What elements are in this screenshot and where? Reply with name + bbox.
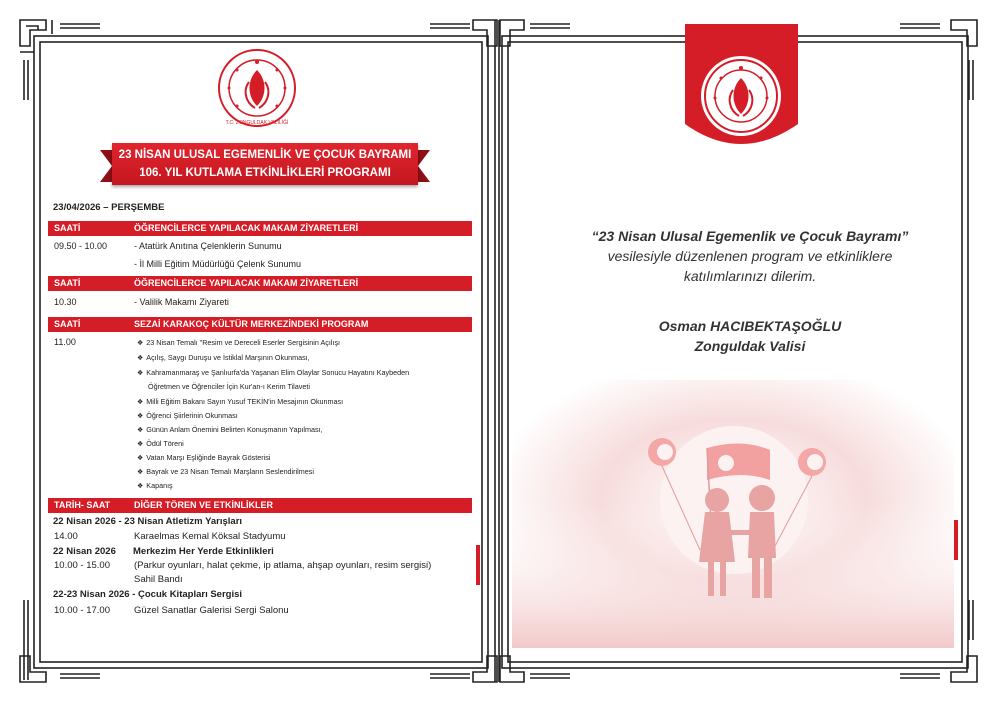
- event-place: Karaelmas Kemal Köksal Stadyumu: [134, 531, 286, 542]
- governor-title: Zonguldak Valisi: [694, 338, 806, 354]
- section-header: [48, 317, 472, 332]
- list-item: ❖ Öğrenci Şiirlerinin Okunması: [137, 411, 238, 420]
- row-text: - Valilik Makamı Ziyareti: [134, 297, 229, 307]
- governor-name: Osman HACIBEKTAŞOĞLU: [658, 318, 842, 334]
- header-col-time: SAATİ: [54, 223, 81, 233]
- list-item: ❖ Milli Eğitim Bakanı Sayın Yusuf TEKİN'in Mesajının Okunması: [137, 397, 344, 406]
- section-time: 11.00: [54, 337, 76, 347]
- list-item: ❖ Kahramanmaraş ve Şanlıurfa'da Yaşanan Elim Olaylar Sonucu Hayatını Kaybeden: [137, 368, 410, 377]
- list-item: ❖ Günün Anlam Önemini Belirten Konuşmanın Yapılması,: [137, 425, 323, 434]
- event-title: 22 Nisan 2026 - 23 Nisan Atletizm Yarışları: [53, 516, 243, 527]
- event-date: 22 Nisan 2026: [53, 546, 116, 557]
- list-item-continuation: Öğretmen ve Öğrenciler İçin Kur'an-ı Kerim Tilaveti: [148, 382, 310, 391]
- invitation-line-2: vesilesiyle düzenlenen program ve etkinliklere: [607, 248, 893, 264]
- header-col-time: TARİH- SAAT: [54, 500, 111, 510]
- list-item: ❖ 23 Nisan Temalı "Resim ve Dereceli Eserler Sergisinin Açılışı: [137, 338, 341, 347]
- invitation-line-1: “23 Nisan Ulusal Egemenlik ve Çocuk Bayramı”: [591, 228, 909, 244]
- row-text: - Atatürk Anıtına Çelenklerin Sunumu: [134, 241, 282, 251]
- program-banner: [112, 143, 418, 185]
- section-header: [48, 221, 472, 236]
- children-flags-illustration: [512, 380, 954, 648]
- list-item: ❖ Ödül Töreni: [137, 439, 184, 448]
- invitation-line-3: katılımlarınızı dilerim.: [683, 268, 817, 284]
- event-time: 14.00: [54, 531, 78, 542]
- row-text: - İl Milli Eğitim Müdürlüğü Çelenk Sunumu: [134, 259, 302, 269]
- header-col-title: SEZAİ KARAKOÇ KÜLTÜR MERKEZİNDEKİ PROGRAM: [134, 319, 369, 329]
- header-col-title: ÖĞRENCİLERCE YAPILACAK MAKAM ZİYARETLERİ: [134, 223, 359, 233]
- logo-text: T.C. ZONGULDAK VALİLİĞİ: [225, 120, 289, 126]
- header-col-title: DİĞER TÖREN VE ETKİNLİKLER: [134, 500, 274, 510]
- list-item: ❖ Açılış, Saygı Duruşu ve İstiklal Marşının Okunması,: [137, 353, 310, 362]
- event-place: Güzel Sanatlar Galerisi Sergi Salonu: [134, 605, 289, 616]
- list-item: ❖ Vatan Marşı Eşliğinde Bayrak Gösterisi: [137, 453, 271, 462]
- governorship-logo: [217, 48, 297, 128]
- event-time: 10.00 - 15.00: [54, 560, 110, 571]
- event-description: (Parkur oyunları, halat çekme, ip atlama, ahşap oyunları, resim sergisi): [134, 560, 432, 571]
- event-place: Sahil Bandı: [134, 574, 183, 585]
- section-header: [48, 498, 472, 513]
- header-col-time: SAATİ: [54, 319, 81, 329]
- row-time: 09.50 - 10.00: [54, 241, 108, 251]
- row-time: 10.30: [54, 297, 77, 307]
- header-col-title: ÖĞRENCİLERCE YAPILACAK MAKAM ZİYARETLERİ: [134, 278, 359, 288]
- header-col-time: SAATİ: [54, 278, 81, 288]
- banner-subtitle: 106. YIL KUTLAMA ETKİNLİKLERİ PROGRAMI: [139, 167, 391, 179]
- event-title: Merkezim Her Yerde Etkinlikleri: [133, 546, 274, 557]
- banner-title: 23 NİSAN ULUSAL EGEMENLİK VE ÇOCUK BAYRAMI: [118, 149, 412, 161]
- list-item: ❖ Kapanış: [137, 481, 173, 490]
- event-title: 22-23 Nisan 2026 - Çocuk Kitapları Sergisi: [53, 589, 243, 600]
- list-item: ❖ Bayrak ve 23 Nisan Temalı Marşların Seslendirilmesi: [137, 467, 314, 476]
- program-date: 23/04/2026 – PERŞEMBE: [53, 202, 165, 213]
- section-header: [48, 276, 472, 291]
- logo-ribbon: [685, 24, 798, 152]
- event-time: 10.00 - 17.00: [54, 605, 110, 616]
